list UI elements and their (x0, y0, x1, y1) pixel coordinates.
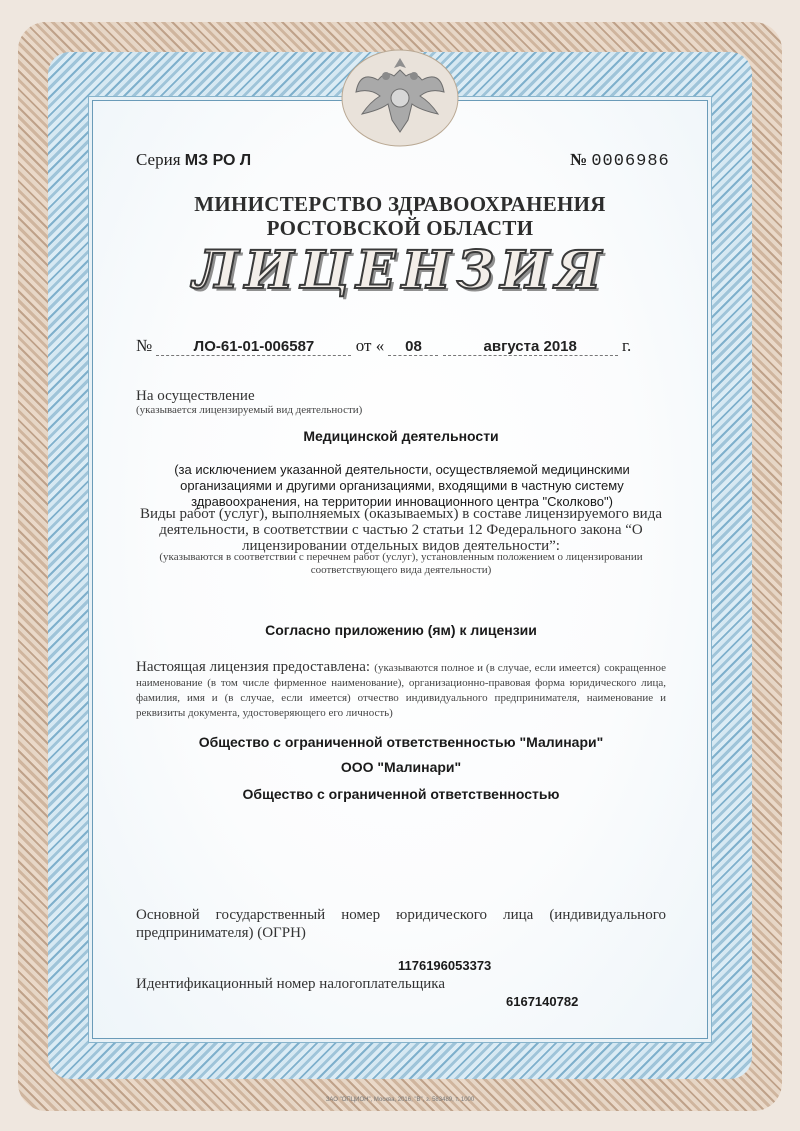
holder-block (136, 660, 666, 720)
activity-label: На осуществление (136, 388, 255, 404)
blank-number (570, 150, 670, 171)
ogrn-value: 1176196053373 (398, 958, 492, 973)
license-from-label: от « (355, 336, 385, 355)
ministry-line-2: РОСТОВСКОЙ ОБЛАСТИ (266, 216, 534, 240)
license-no-value: ЛО-61-01-006587 (156, 338, 351, 356)
inn-value: 6167140782 (506, 994, 579, 1009)
activity-value: Медицинской деятельности (303, 428, 499, 444)
holder-hint-rest: сокращенное наименование (в том числе фирменное наименование), организационно-правовая форма юридического лица, фамилия, имя и (в случае, если имеется) отчество индивидуального предпринимателя, наименование и реквизиты документа, удостоверяющего его личность) (136, 662, 667, 719)
series-label: Серия (136, 150, 181, 169)
works-hint: (указываются в соответствии с перечнем работ (услуг), установленным положением о лицензировании соответствующего вида деятельности) (159, 551, 643, 576)
series-line (136, 150, 251, 170)
activity-exception: (за исключением указанной деятельности, осуществляемой медицинскими организациями и другими организациями, входящими в частную систему здравоохранения, на территории инновационного центра "Сколково") (174, 462, 630, 509)
inn-label: Идентификационный номер налогоплательщика (136, 976, 446, 992)
ogrn-label: Основной государственный номер юридического лица (индивидуального предпринимателя) (ОГРН) (136, 907, 666, 941)
ministry-line-1: МИНИСТЕРСТВО ЗДРАВООХРАНЕНИЯ (194, 192, 606, 216)
printer-imprint: ЗАО "ОПЦИОН", Москва, 2016, "В", з. 583489, т. 1000 (325, 1097, 475, 1103)
license-year-suffix: г. (621, 336, 632, 355)
license-month-year: августа 2018 (443, 338, 618, 356)
license-number-line (136, 336, 666, 356)
works-label: Виды работ (услуг), выполняемых (оказываемых) в составе лицензируемого вида деятельности, в соответствии с частью 2 статьи 12 Федерального закона “О лицензировании отдельных видов деятельности”: (140, 506, 662, 554)
number-value: 0006986 (591, 152, 670, 171)
activity-hint: (указывается лицензируемый вид деятельности) (136, 404, 363, 416)
license-no-label: № (136, 336, 153, 355)
holder-hint-inline: (указываются полное и (в случае, если имеется) (374, 662, 601, 674)
license-day: 08 (388, 338, 438, 356)
holder-label: Настоящая лицензия предоставлена: (136, 659, 371, 675)
document-title: ЛИЦЕНЗИЯ (192, 240, 608, 301)
series-value: МЗ РО Л (184, 152, 252, 169)
number-label: № (570, 150, 588, 169)
holder-short-name: ООО "Малинари" (340, 759, 462, 775)
coat-of-arms-icon (340, 40, 460, 150)
holder-full-name: Общество с ограниченной ответственностью "Малинари" (198, 734, 604, 750)
works-value: Согласно приложению (ям) к лицензии (265, 622, 537, 638)
holder-legal-form: Общество с ограниченной ответственностью (242, 786, 560, 802)
